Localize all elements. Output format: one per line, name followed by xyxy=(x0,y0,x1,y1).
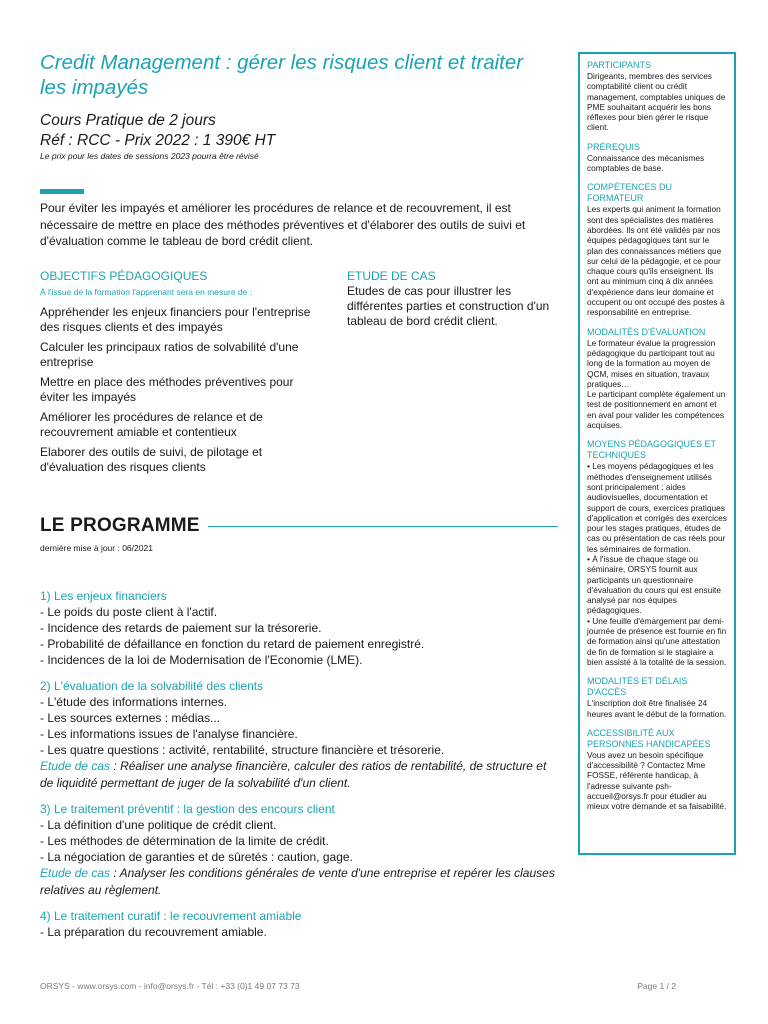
module-title: 1) Les enjeux financiers xyxy=(40,589,167,603)
module-line: - La préparation du recouvrement amiable. xyxy=(40,925,267,939)
objective-item: Améliorer les procédures de relance et de recouvrement amiable et contentieux xyxy=(40,410,263,439)
price-note: Le prix pour les dates de sessions 2023 pourra être révisé xyxy=(40,151,259,161)
programme-modules xyxy=(40,588,560,950)
module-line: - Le poids du poste client à l'actif. xyxy=(40,605,218,619)
programme-module xyxy=(40,801,560,898)
sidebar-heading: MOYENS PÉDAGOGIQUES ET TECHNIQUES xyxy=(587,439,716,461)
sidebar-section xyxy=(587,327,727,431)
module-line: - Les sources externes : médias... xyxy=(40,711,221,725)
module-line: - Incidences de la loi de Modernisation de l'Economie (LME). xyxy=(40,653,363,667)
sidebar-heading: COMPÉTENCES DU FORMATEUR xyxy=(587,182,673,204)
accent-divider xyxy=(40,189,84,194)
programme-module xyxy=(40,678,560,791)
sidebar-heading: PARTICIPANTS xyxy=(587,60,652,70)
objective-item: Elaborer des outils de suivi, de pilotage et d'évaluation des risques clients xyxy=(40,445,263,474)
sidebar-section xyxy=(587,439,727,667)
module-line: - Probabilité de défaillance en fonction du retard de paiement enregistré. xyxy=(40,637,425,651)
module-line: - L'étude des informations internes. xyxy=(40,695,228,709)
sidebar-heading: MODALITÉS ET DÉLAIS D'ACCÈS xyxy=(587,676,688,698)
course-subtitle: Cours Pratique de 2 jours xyxy=(40,112,216,129)
course-reference-price: Réf : RCC - Prix 2022 : 1 390€ HT xyxy=(40,132,276,149)
info-sidebar xyxy=(578,52,736,855)
sidebar-text: Les experts qui animent la formation sont des spécialistes des matières abordées. Ils ont été validés par nos équipes pédagogiques tant sur le plan des connaissances métiers que sur celui de la pédagogie, et ce pour chaque cours qu'ils enseignent. Ils ont au minimum cinq à dix années d'expérience dans leur domaine et occupent ou ont occupé des postes à responsabilité en entreprise. xyxy=(587,204,725,318)
sidebar-heading: PRÉREQUIS xyxy=(587,141,641,152)
sidebar-text: • Les moyens pédagogiques et les méthodes d'enseignement utilisés sont principalement : aides audiovisuelles, documentation et support de cours, exercices pratiques d'application et corrigés des exercices pour les stages pratiques, études de cas ou présentation de cas réels pour les séminaires de formation. • À l'issue de chaque stage ou séminaire, ORSYS fournit aux participants un questionnaire d'évaluation du cours qui est ensuite analysé par nos équipes pédagogiques. • Une feuille d'émargement par demi-journée de présence est fournie en fin de formation ainsi qu'une attestation de fin de formation si le stagiaire a bien assisté à la totalité de la session. xyxy=(587,461,727,667)
case-study-heading: ETUDE DE CAS xyxy=(347,269,436,283)
objective-item: Mettre en place des méthodes préventives pour éviter les impayés xyxy=(40,375,294,404)
sidebar-heading: ACCESSIBILITÉ AUX PERSONNES HANDICAPÉES xyxy=(587,727,711,749)
objectives-list xyxy=(40,305,320,475)
module-title: 2) L'évaluation de la solvabilité des clients xyxy=(40,679,264,693)
module-line: - La négociation de garanties et de sûretés : caution, gage. xyxy=(40,850,353,864)
sidebar-section xyxy=(587,182,727,317)
module-title: 4) Le traitement curatif : le recouvrement amiable xyxy=(40,909,302,923)
case-study-label: Etude de cas xyxy=(40,866,111,880)
sidebar-text: Dirigeants, membres des services comptabilité client ou crédit management, comptables uniques de PME souhaitant acquérir les bons réflexes pour bien gérer le risque client. xyxy=(587,71,726,133)
programme-divider xyxy=(208,526,558,527)
last-updated: dernière mise à jour : 06/2021 xyxy=(40,543,153,553)
objectives-lead: À l'issue de la formation l'apprenant sera en mesure de : xyxy=(40,287,253,297)
programme-module xyxy=(40,908,560,940)
objective-item: Calculer les principaux ratios de solvabilité d'une entreprise xyxy=(40,340,299,369)
case-study-text: Etudes de cas pour illustrer les différentes parties et construction d'un tableau de bord crédit client. xyxy=(347,284,550,328)
programme-header xyxy=(40,515,558,537)
module-title: 3) Le traitement préventif : la gestion des encours client xyxy=(40,802,335,816)
case-study-text: : Réaliser une analyse financière, calculer des ratios de rentabilité, de structure et de liquidité permettant de juger de la solvabilité d'un client. xyxy=(40,759,547,790)
module-case-study xyxy=(40,865,560,898)
page-number: Page 1 / 2 xyxy=(637,981,676,991)
programme-module xyxy=(40,588,560,668)
course-title: Credit Management : gérer les risques client et traiter les impayés xyxy=(40,51,524,99)
sidebar-text: Vous avez un besoin spécifique d'accessibilité ? Contactez Mme FOSSE, référente handicap, à l'adresse suivante psh-accueil@orsys.fr pour étudier au mieux votre demande et sa faisabilité. xyxy=(587,749,727,812)
module-line: - La définition d'une politique de crédit client. xyxy=(40,818,277,832)
sidebar-section xyxy=(587,728,727,812)
case-study-label: Etude de cas xyxy=(40,759,111,773)
sidebar-heading: MODALITÉS D'ÉVALUATION xyxy=(587,326,706,337)
module-line: - Les informations issues de l'analyse financière. xyxy=(40,727,298,741)
sidebar-text: L'inscription doit être finalisée 24 heures avant le début de la formation. xyxy=(587,698,727,719)
sidebar-section xyxy=(587,142,727,174)
objectives-section xyxy=(40,269,320,480)
footer-contact: ORSYS - www.orsys.com - info@orsys.fr - Tél : +33 (0)1 49 07 73 73 xyxy=(40,981,300,991)
intro-paragraph: Pour éviter les impayés et améliorer les procédures de relance et de recouvrement, il est nécessaire de mettre en place des méthodes préventives et d'élaborer des outils de suivi et d'évaluation comme le tableau de bord crédit client. xyxy=(40,201,526,248)
objectives-heading: OBJECTIFS PÉDAGOGIQUES xyxy=(40,269,208,283)
sidebar-text: Connaissance des mécanismes comptables de base. xyxy=(587,152,705,174)
objective-item: Appréhender les enjeux financiers pour l'entreprise des risques clients et des impayés xyxy=(40,305,311,334)
module-line: - Les méthodes de détermination de la limite de crédit. xyxy=(40,834,329,848)
module-case-study xyxy=(40,758,560,791)
case-study-text: : Analyser les conditions générales de vente d'une entreprise et repérer les clauses relatives au règlement. xyxy=(40,866,555,897)
sidebar-section xyxy=(587,676,727,719)
sidebar-section xyxy=(587,60,727,133)
programme-heading: LE PROGRAMME xyxy=(40,515,200,536)
case-study-section xyxy=(347,269,567,329)
module-line: - Incidence des retards de paiement sur la trésorerie. xyxy=(40,621,322,635)
module-line: - Les quatre questions : activité, rentabilité, structure financière et trésorerie. xyxy=(40,743,445,757)
sidebar-text: Le formateur évalue la progression pédagogique du participant tout au long de la formation au moyen de QCM, mises en situation, travaux pratiques… Le participant complète également un test de positionnement en amont et en aval pour valider les compétences acquises. xyxy=(587,337,726,431)
